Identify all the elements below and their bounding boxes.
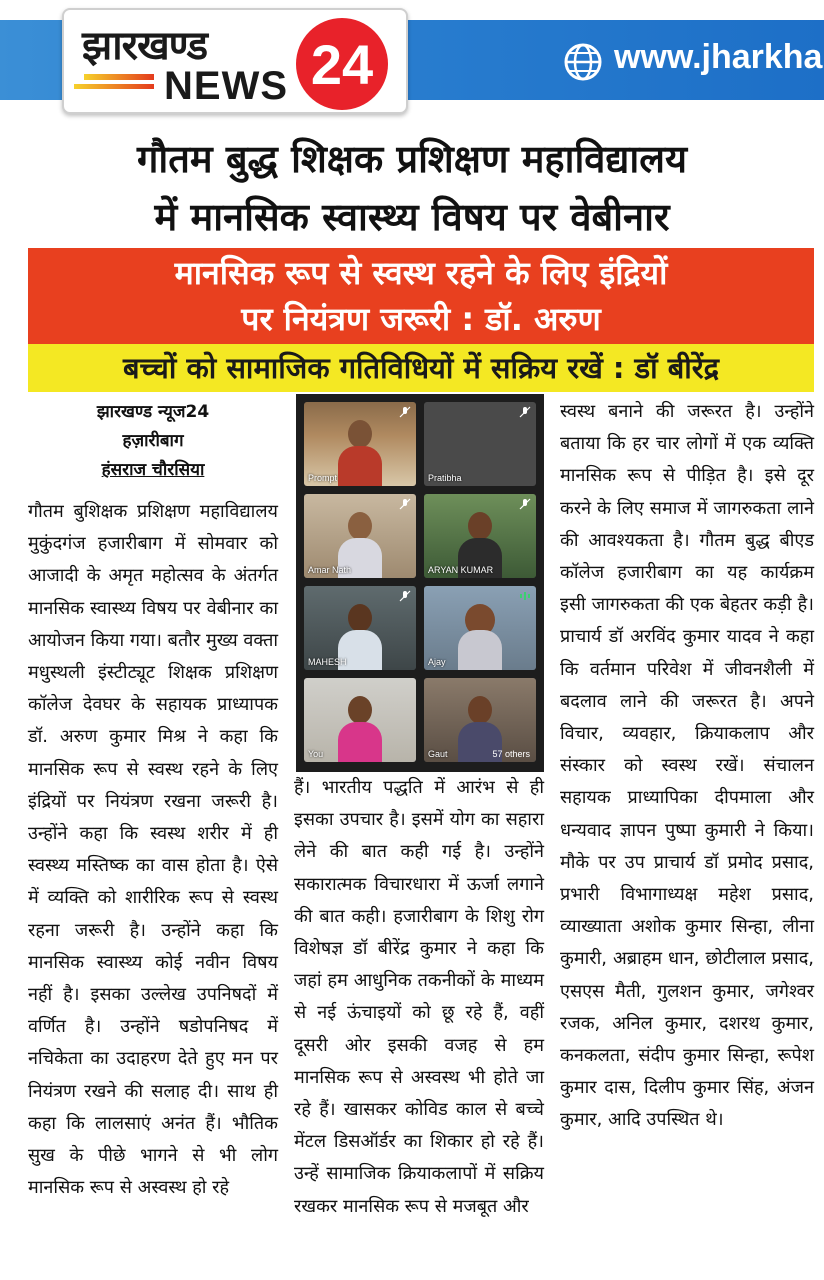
sub-headline-banner	[28, 248, 814, 344]
logo-news-text: NEWS	[164, 64, 288, 108]
participant-tile	[304, 402, 416, 486]
participant-name: Gaut	[428, 749, 448, 759]
logo-stripe	[74, 84, 154, 89]
participant-tile	[424, 678, 536, 762]
sub-headline-line: मानसिक रूप से स्वस्थ रहने के लिए इंद्रियों	[174, 254, 668, 292]
highlight-banner: बच्चों को सामाजिक गतिविधियों में सक्रिय रखें : डॉ बीरेंद्र	[28, 344, 814, 392]
webinar-screenshot	[296, 394, 544, 772]
participant-name: ARYAN KUMAR	[428, 565, 494, 575]
main-headline	[0, 130, 824, 246]
sub-headline-line: पर नियंत्रण जरूरी : डॉ. अरुण	[241, 300, 601, 338]
participant-name: Amar Nath	[308, 565, 352, 575]
article-column-1	[28, 496, 278, 1204]
article-column-3	[560, 396, 814, 1137]
participant-name: MAHESH	[308, 657, 347, 667]
others-count: 57 others	[492, 749, 530, 759]
mic-muted-icon	[519, 406, 531, 418]
participant-tile	[424, 494, 536, 578]
byline-author: हंसराज चौरसिया	[101, 460, 205, 480]
byline-place: हज़ारीबाग	[122, 431, 184, 451]
participant-tile	[304, 586, 416, 670]
participant-name: You	[308, 749, 324, 759]
mic-muted-icon	[399, 498, 411, 510]
byline	[28, 398, 278, 485]
mic-speaking-icon	[519, 590, 531, 602]
headline-line: में मानसिक स्वास्थ्य विषय पर वेबीनार	[154, 195, 670, 239]
article-text: गौतम बुशिक्षक प्रशिक्षण महाविद्यालय मुकुंदगंज हजारीबाग में सोमवार को आजादी के अमृत महोत्सव के अंतर्गत मानसिक स्वास्थ्य विषय पर वेबीनार का आयोजन किया गया। बतौर मुख्य वक्ता मधुस्थली इंस्टीट्यूट शिक्षक प्रशिक्षण कॉलेज देवघर के सहायक प्राध्यापक डॉ. अरुण कुमार मिश्र ने कहा कि मानसिक रूप से स्वस्थ रहने के लिए इंद्रियों पर नियंत्रण रखना जरूरी है। उन्होंने कहा कि स्वस्थ शरीर में ही स्वस्थ्य मस्तिष्क का वास होता है। ऐसे में व्यक्ति को शारीरिक रूप से स्वस्थ रहना जरूरी है। उन्होंने कहा कि मानसिक स्वास्थ्य कोई नवीन विषय नहीं है। इसका उल्लेख उपनिषदों में वर्णित है। उन्होंने षडोपनिषद में नचिकेता का उदाहरण देते हुए मन पर नियंत्रण रखने की सलाह दी। साथ ही कहा कि लालसाएं अनंत हैं। भौतिक सुख के पीछे भागने से भी लोग मानसिक रूप से अस्वस्थ हो रहे	[28, 501, 278, 1199]
participant-name: Pratibha	[428, 473, 462, 483]
article-text: स्वस्थ बनाने की जरूरत है। उन्होंने बताया कि हर चार लोगों में एक व्यक्ति मानसिक रूप से पीड़ित है। इसे दूर करने के लिए समाज में जागरुकता लाने की आवश्यकता है। गौतम बुद्ध बीएड कॉलेज हजारीबाग का यह कार्यक्रम इसी जागरुकता की एक बेहतर कड़ी है। प्राचार्य डॉ अरविंद कुमार यादव ने कहा कि वर्तमान परिवेश में जीवनशैली में बदलाव लाने की जरूरत है। अपने विचार, व्यवहार, क्रियाकलाप और संस्कार को स्वस्थ रखें। संचालन सहायक प्राध्यापिका दीपमाला और धन्यवाद ज्ञापन पुष्पा कुमारी ने किया। मौके पर उप प्राचार्य डॉ प्रमोद प्रसाद, प्रभारी विभागाध्यक्ष महेश प्रसाद, व्याख्याता अशोक कुमार सिन्हा, लीना कुमारी, अब्राहम धान, छोटीलाल प्रसाद, एसएस मैती, गुलशन कुमार, जगेश्वर रजक, अनिल कुमार, दशरथ कुमार, कनकलता, संदीप कुमार सिन्हा, रूपेश कुमार दास, दिलीप कुमार सिंह, अंजन कुमार, आदि उपस्थित थे।	[560, 401, 814, 1131]
globe-icon	[563, 42, 603, 82]
headline-line: गौतम बुद्ध शिक्षक प्रशिक्षण महाविद्यालय	[136, 137, 688, 181]
mic-muted-icon	[399, 590, 411, 602]
logo-number-badge: 24	[296, 18, 388, 110]
site-url[interactable]: www.jharkha	[614, 38, 823, 76]
mic-muted-icon	[519, 498, 531, 510]
mic-muted-icon	[399, 406, 411, 418]
participant-tile	[304, 678, 416, 762]
participant-tile	[424, 402, 536, 486]
participant-name: Ajay	[428, 657, 446, 667]
article-column-2	[294, 772, 544, 1223]
masthead	[0, 0, 824, 118]
logo-stripe	[84, 74, 154, 80]
participant-tile	[424, 586, 536, 670]
brand-logo[interactable]	[62, 8, 408, 114]
logo-hindi-text: झारखण्ड	[82, 23, 208, 69]
participant-tile	[304, 494, 416, 578]
byline-source: झारखण्ड न्यूज24	[96, 402, 210, 422]
participant-name: Prompt	[308, 473, 338, 483]
article-text: हैं। भारतीय पद्धति में आरंभ से ही इसका उपचार है। इसमें योग का सहारा लेने की बात कही गई है। उन्होंने सकारात्मक विचारधारा में ऊर्जा लगाने की बात कही। हजारीबाग के शिशु रोग विशेषज्ञ डॉ बीरेंद्र कुमार ने कहा कि जहां हम आधुनिक तकनीकों के माध्यम से नई ऊंचाइयों को छू रहे हैं, वहीं दूसरी ओर इसकी वजह से हम मानसिक रूप से अस्वस्थ भी होते जा रहे हैं। खासकर कोविड काल से बच्चे मेंटल डिसऑर्डर का शिकार हो रहे हैं। उन्हें सामाजिक क्रियाकलापों में सक्रिय रखकर मानसिक रूप से मजबूत और	[294, 777, 544, 1217]
